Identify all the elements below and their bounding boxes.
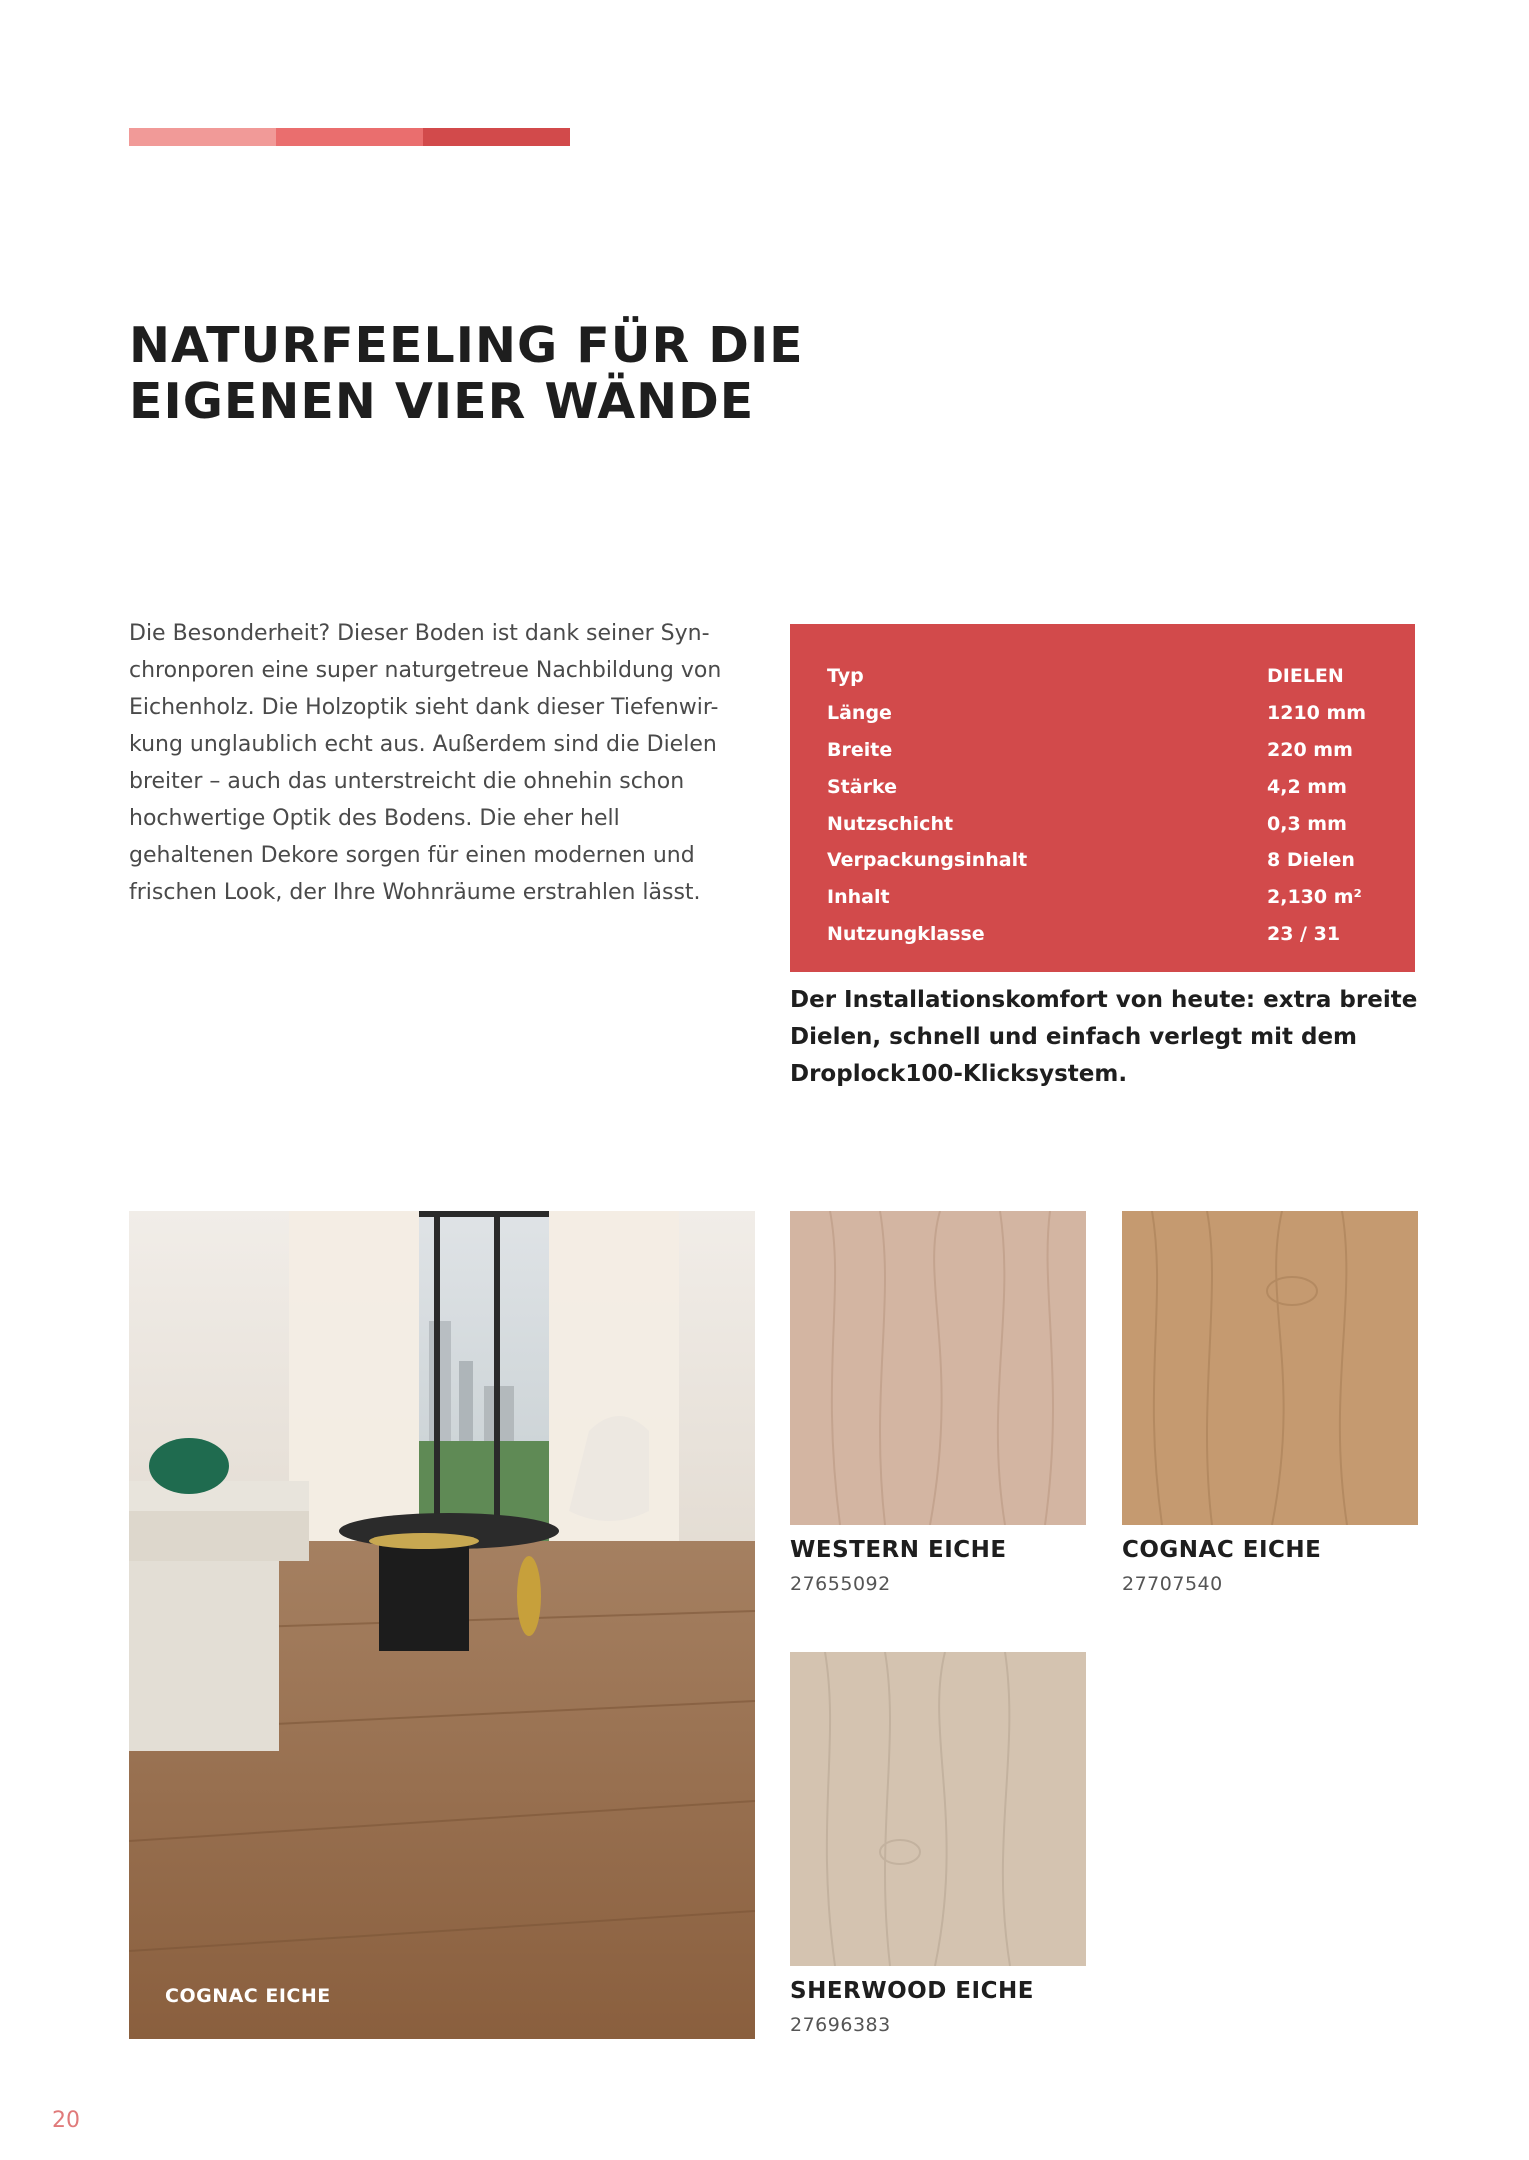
product-name: WESTERN EICHE	[790, 1537, 1007, 1563]
spec-label: Stärke	[827, 775, 897, 798]
accent-segment-3	[423, 128, 570, 146]
spec-row	[827, 842, 1415, 879]
spec-value: 0,3 mm	[1267, 812, 1347, 835]
spec-row	[827, 879, 1415, 916]
spec-label: Breite	[827, 738, 893, 761]
spec-label: Nutzungklasse	[827, 922, 985, 945]
living-room-illustration	[129, 1211, 755, 2039]
cognac-eiche-texture	[1122, 1211, 1418, 1525]
spec-value: 1210 mm	[1267, 702, 1367, 725]
sherwood-eiche-texture	[790, 1652, 1086, 1966]
page-title: NATURFEELING FÜR DIE EIGENEN VIER WÄNDE	[129, 317, 804, 430]
western-eiche-texture	[790, 1211, 1086, 1525]
product-cognac-eiche	[1122, 1211, 1418, 1595]
spec-row	[827, 768, 1415, 805]
spec-label: Nutzschicht	[827, 812, 954, 835]
spec-table	[790, 624, 1415, 972]
installation-note: Der Installationskomfort von heute: extra breite Dielen, schnell und einfach verlegt mit dem Droplock100-Klicksystem.	[790, 987, 1418, 1087]
intro-paragraph: Die Besonderheit? Dieser Boden ist dank seiner Syn-chronporen eine super naturgetreue Nachbildung von Eichenholz. Die Holzoptik sieht dank dieser Tiefenwir-kung unglaublich echt aus. Außerdem sind die Dielen breiter – auch das unterstreicht die ohnehin schon hochwertige Optik des Bodens. Die eher hell gehaltenen Dekore sorgen für einen modernen und frischen Look, der Ihre Wohnräume erstrahlen lässt.	[129, 621, 722, 905]
room-photo	[129, 1211, 755, 2039]
spec-value: 2,130 m²	[1267, 886, 1362, 909]
room-photo-caption: COGNAC EICHE	[165, 1985, 331, 2007]
spec-label: Typ	[827, 665, 864, 688]
product-name: SHERWOOD EICHE	[790, 1978, 1034, 2004]
product-western-eiche	[790, 1211, 1086, 1595]
spec-label: Länge	[827, 702, 892, 725]
spec-value: DIELEN	[1267, 665, 1344, 688]
product-name: COGNAC EICHE	[1122, 1537, 1322, 1563]
spec-label: Verpackungsinhalt	[827, 849, 1028, 872]
accent-bar	[129, 128, 570, 146]
spec-value: 4,2 mm	[1267, 775, 1347, 798]
accent-segment-1	[129, 128, 276, 146]
spec-value: 220 mm	[1267, 738, 1353, 761]
page-number: 20	[52, 2108, 80, 2133]
accent-segment-2	[276, 128, 423, 146]
spec-value: 8 Dielen	[1267, 849, 1355, 872]
spec-row	[827, 658, 1415, 695]
product-code: 27707540	[1122, 1573, 1223, 1595]
spec-row	[827, 695, 1415, 732]
product-code: 27696383	[790, 2014, 891, 2036]
spec-label: Inhalt	[827, 886, 890, 909]
spec-row	[827, 916, 1415, 953]
spec-row	[827, 732, 1415, 769]
spec-value: 23 / 31	[1267, 922, 1341, 945]
product-code: 27655092	[790, 1573, 891, 1595]
spec-row	[827, 805, 1415, 842]
product-sherwood-eiche	[790, 1652, 1086, 2036]
